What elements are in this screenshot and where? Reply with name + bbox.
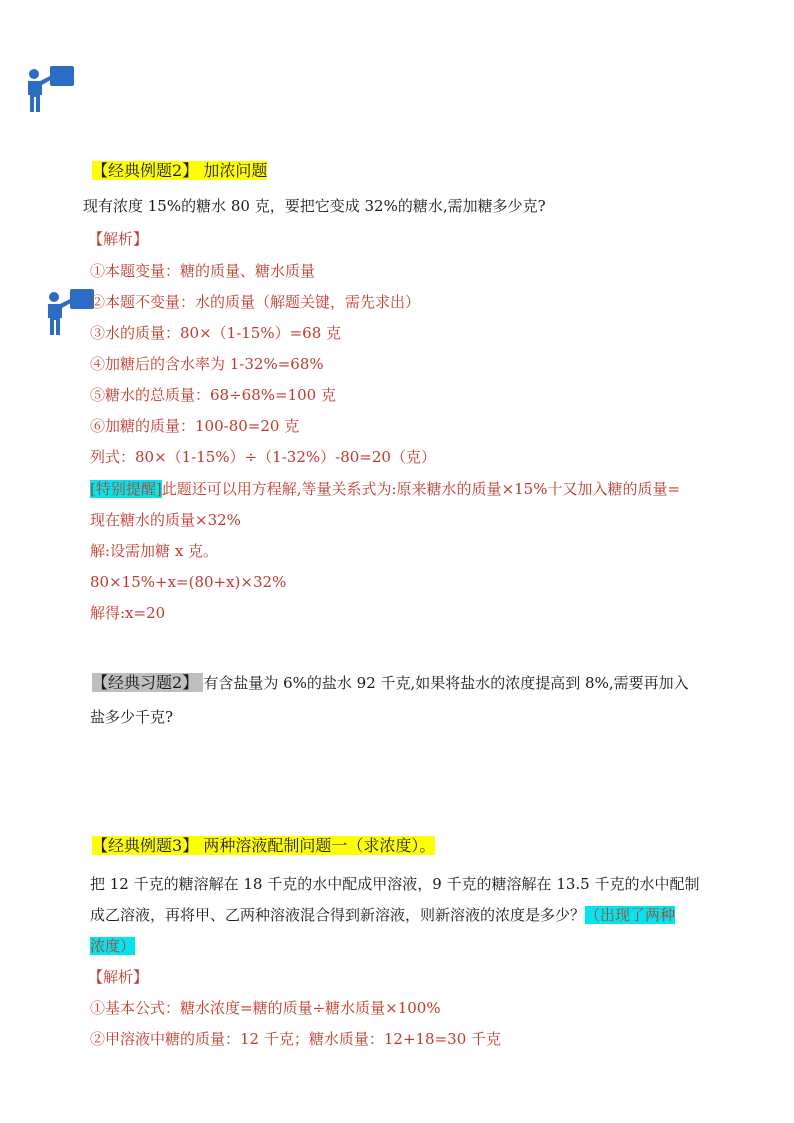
example-3-problem-1: 把 12 千克的糖溶解在 18 千克的水中配成甲溶液，9 千克的糖溶解在 13.5 千克的水中配制 bbox=[90, 875, 700, 893]
example-2-title: 加浓问题 bbox=[203, 161, 268, 180]
formula-line: 列式：80×（1-15%）÷（1-32%）-80=20（克） bbox=[90, 448, 436, 466]
analysis-label: 【解析】 bbox=[88, 230, 149, 248]
example-3-problem-2: 成乙溶液，再将甲、乙两种溶液混合得到新溶液，则新溶液的浓度是多少？（出现了两种 bbox=[90, 906, 676, 924]
teacher-board-icon bbox=[22, 64, 76, 114]
example-2-problem: 现有浓度 15%的糖水 80 克，要把它变成 32%的糖水,需加糖多少克? bbox=[83, 197, 546, 215]
teacher-board-icon bbox=[42, 287, 96, 337]
example-2-tag: 【经典例题2】 bbox=[92, 161, 203, 180]
step-1: ①本题变量：糖的质量、糖水质量 bbox=[90, 262, 316, 280]
step-2: ②本题不变量：水的质量（解题关键，需先求出） bbox=[90, 293, 421, 311]
example-3-note-cont: 浓度） bbox=[90, 937, 136, 955]
example-3-step-1: ①基本公式：糖水浓度=糖的质量÷糖水质量×100% bbox=[90, 999, 441, 1017]
analysis-label-3: 【解析】 bbox=[88, 968, 149, 986]
special-reminder-label: [特别提醒] bbox=[90, 480, 162, 498]
solution-2: 80×15%+x=(80+x)×32% bbox=[90, 573, 287, 591]
example-3-step-2: ②甲溶液中糖的质量：12 千克；糖水质量：12+18=30 千克 bbox=[90, 1030, 502, 1048]
step-3: ③水的质量：80×（1-15%）=68 克 bbox=[90, 324, 342, 342]
exercise-2-tag: 【经典习题2】 bbox=[92, 673, 203, 692]
solution-3: 解得:x=20 bbox=[90, 604, 166, 622]
example-3-heading bbox=[92, 836, 435, 856]
exercise-2-line-1: 【经典习题2】 有含盐量为 6%的盐水 92 千克,如果将盐水的浓度提高到 8%,需要再加入 bbox=[92, 673, 689, 692]
example-3-note: （出现了两种 bbox=[585, 906, 676, 924]
solution-1: 解:设需加糖 x 克。 bbox=[90, 542, 219, 560]
exercise-2-line-2: 盐多少千克? bbox=[90, 708, 174, 726]
example-3-tag: 【经典例题3】 bbox=[92, 836, 203, 855]
special-reminder: [特别提醒]此题还可以用方程解,等量关系式为:原来糖水的质量×15%十又加入糖的质量= bbox=[90, 480, 681, 498]
step-6: ⑥加糖的质量：100-80=20 克 bbox=[90, 417, 300, 435]
example-2-heading bbox=[92, 161, 267, 181]
step-4: ④加糖后的含水率为 1-32%=68% bbox=[90, 355, 324, 373]
step-5: ⑤糖水的总质量：68÷68%=100 克 bbox=[90, 386, 336, 404]
special-reminder-cont: 现在糖水的质量×32% bbox=[90, 511, 241, 529]
example-3-title: 两种溶液配制问题一（求浓度）。 bbox=[203, 836, 436, 855]
